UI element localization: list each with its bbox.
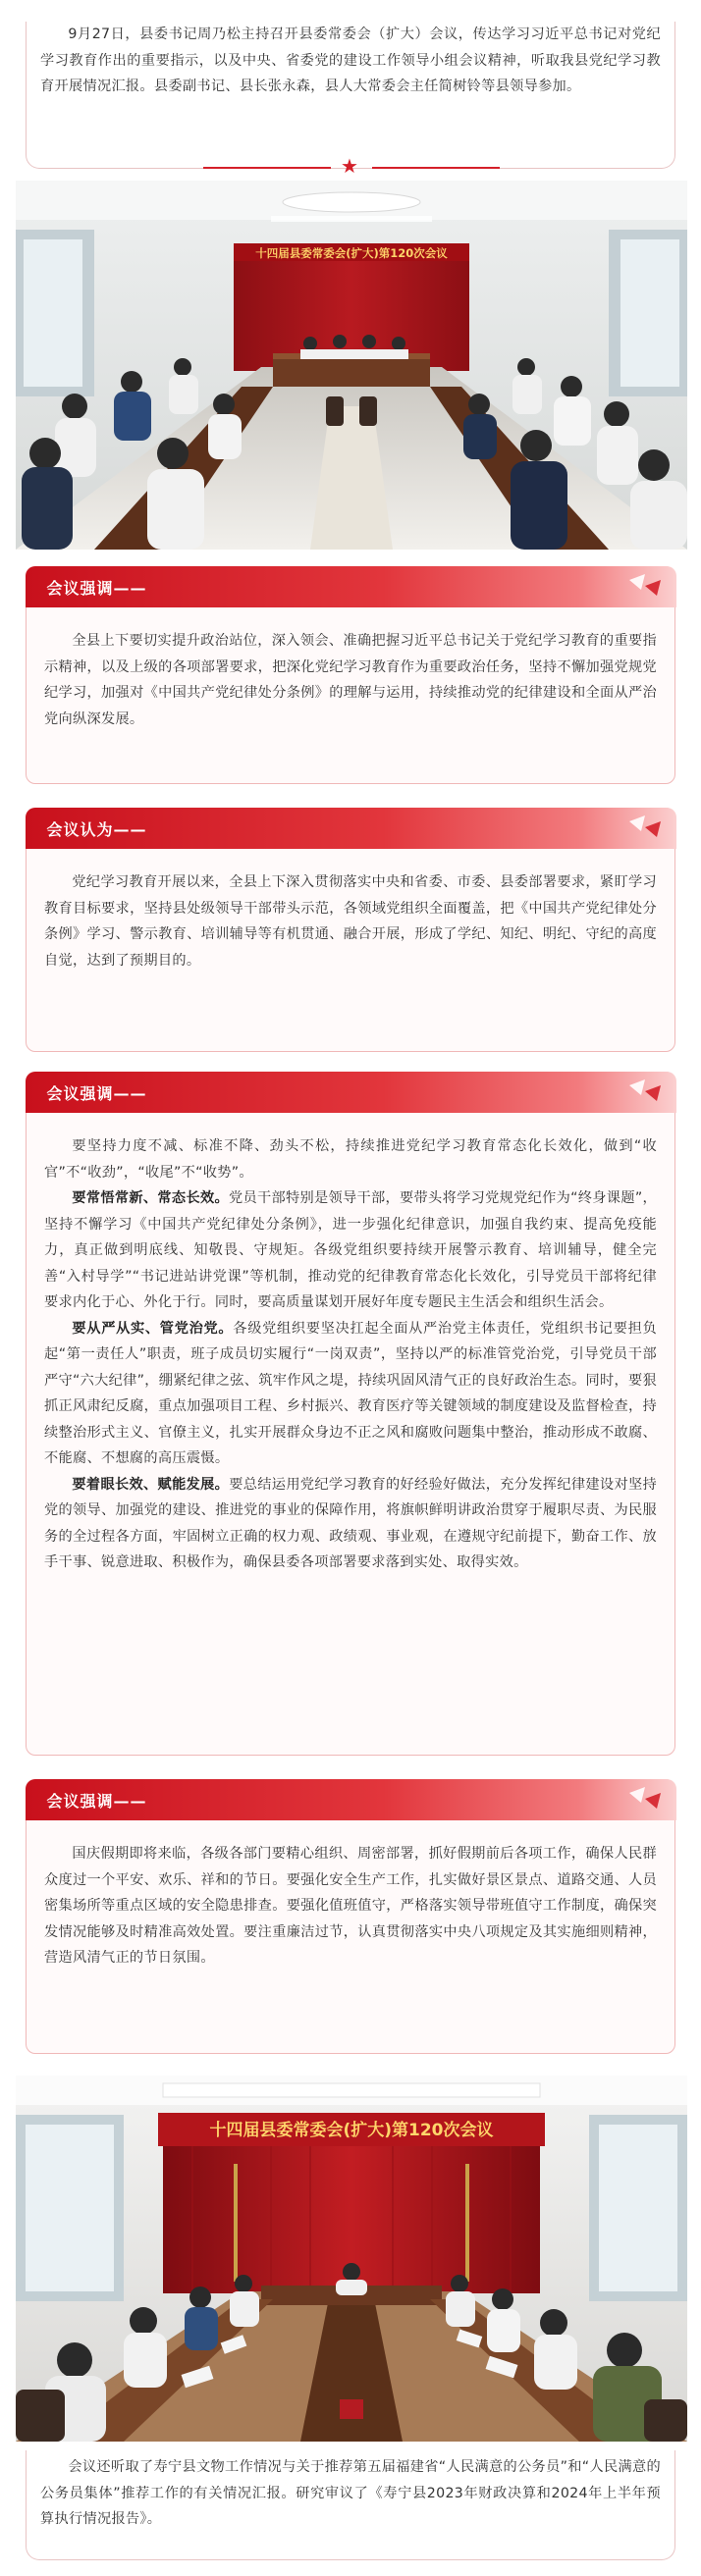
item-heading: 要着眼长效、赋能发展。 xyxy=(72,1476,230,1493)
section-paragraph: 全县上下要切实提升政治站位，深入领会、准确把握习近平总书记关于党纪学习教育的重要指示精神，以及上级的各项部署要求，把深化党纪学习教育作为重要政治任务，坚持不懈加强党规党纪学习，加强对《中国共产党纪律处分条例》的理解与运用，持续推动党的纪律建设和全面从严治党向纵深发展。 xyxy=(44,633,657,727)
section-title: 会议强调—— xyxy=(46,1791,147,1811)
section-body xyxy=(44,869,657,973)
arrow-deco-icon xyxy=(623,1078,667,1107)
star-icon: ★ xyxy=(341,154,358,178)
item-text: 各级党组织要坚决扛起全面从严治党主体责任，党组织书记要担负起“第一责任人”职责，班子成员切实履行“一岗双责”，坚持以严的标准管党治党，引导党员干部严守“六大纪律”，绷紧纪律之弦、筑牢作风之堤，持续巩固风清气正的良好政治生态。同时，要狠抓正风肃纪反腐，重点加强项目工程、乡村振兴、教育医疗等关键领域的制度建设及监督检查，持续整治形式主义、官僚主义，扎实开展群众身边不正之风和腐败问题集中整治，推动形成不敢腐、不能腐、不想腐的高压震慑。 xyxy=(44,1320,657,1466)
section-paragraph: 国庆假期即将来临，各级各部门要精心组织、周密部署，抓好假期前后各项工作，确保人民群众度过一个平安、欢乐、祥和的节日。要强化安全生产工作，扎实做好景区景点、道路交通、人员密集场所等重点区域的安全隐患排查。要强化值班值守，严格落实领导带班值守工作制度，确保突发情况能够及时精准高效处置。要注重廉洁过节，认真贯彻落实中央八项规定及其实施细则精神，营造风清气正的节日氛围。 xyxy=(44,1846,657,1966)
final-box xyxy=(26,2450,675,2560)
divider-left xyxy=(203,167,331,169)
final-text: 会议还听取了寿宁县文物工作情况与关于推荐第五届福建省“人民满意的公务员”和“人民满意的公务员集体”推荐工作的有关情况汇报。研究审议了《寿宁县2023年财政决算和2024年上半年预算执行情况报告》。 xyxy=(40,2459,661,2527)
arrow-deco-icon xyxy=(623,814,667,843)
section-item xyxy=(44,1185,657,1316)
section-body xyxy=(44,1841,657,1971)
meeting-photo-1 xyxy=(16,181,687,550)
item-heading: 要常悟常新、常态长效。 xyxy=(72,1190,229,1206)
section-lead: 要坚持力度不减、标准不降、劲头不松，持续推进党纪学习教育常态化长效化，做到“收官”不“收劲”，“收尾”不“收势”。 xyxy=(44,1138,657,1181)
item-text: 党员干部特别是领导干部，要带头将学习党规党纪作为“终身课题”，坚持不懈学习《中国共产党纪律处分条例》，进一步强化纪律意识，加强自我约束、提高免疫能力，真正做到明底线、知敬畏、守规矩。各级党组织要持续开展警示教育、培训辅导，健全完善“入村导学”“书记进站讲党课”等机制，推动党的纪律教育常态化长效化，引导党员干部将纪律要求内化于心、外化于行。同时，要高质量谋划开展好年度专题民主生活会和组织生活会。 xyxy=(44,1190,657,1310)
meeting-photo-2 xyxy=(16,2076,687,2442)
section-conclusion xyxy=(26,808,675,1052)
photo1-banner: 十四届县委常委会(扩大)第120次会议 xyxy=(255,246,448,260)
section-header xyxy=(26,566,676,607)
section-header xyxy=(26,1072,676,1113)
section-title: 会议认为—— xyxy=(46,819,147,839)
section-paragraph: 党纪学习教育开展以来，全县上下深入贯彻落实中央和省委、市委、县委部署要求，紧盯学习教育目标要求，坚持县处级领导干部带头示范，各领域党组织全面覆盖，把《中国共产党纪律处分条例》学习、警示教育、培训辅导等有机贯通、融合开展，形成了学纪、知纪、明纪、守纪的高度自觉，达到了预期目的。 xyxy=(44,874,657,969)
divider-right xyxy=(372,167,500,169)
intro-text: 9月27日，县委书记周乃松主持召开县委常委会（扩大）会议，传达学习习近平总书记对党纪学习教育作出的重要指示，以及中央、省委党的建设工作领导小组会议精神，听取我县党纪学习教育开展情况汇报。县委副书记、县长张永森，县人大常委会主任简树铃等县领导参加。 xyxy=(40,26,661,94)
section-emphasis-1 xyxy=(26,566,675,784)
intro-ornament xyxy=(27,154,674,178)
section-item xyxy=(44,1472,657,1576)
item-text: 要总结运用党纪学习教育的好经验好做法，充分发挥纪律建设对坚持党的领导、加强党的建设、推进党的事业的保障作用，将旗帜鲜明讲政治贯穿于履职尽责、为民服务的全过程各方面，牢固树立正确的权力观、政绩观、事业观，在遵规守纪前提下，勤奋工作、放手干事、锐意进取、积极作为，确保县委各项部署要求落到实处、取得实效。 xyxy=(44,1476,657,1570)
photo2-banner: 十四届县委常委会(扩大)第120次会议 xyxy=(209,2121,494,2140)
arrow-deco-icon xyxy=(623,1785,667,1814)
section-title: 会议强调—— xyxy=(46,578,147,598)
arrow-deco-icon xyxy=(623,572,667,602)
section-item xyxy=(44,1316,657,1472)
section-body xyxy=(44,628,657,732)
intro-box xyxy=(26,22,675,178)
section-title: 会议强调—— xyxy=(46,1083,147,1103)
section-header xyxy=(26,1779,676,1820)
section-body xyxy=(44,1133,657,1576)
section-emphasis-2 xyxy=(26,1072,675,1756)
section-emphasis-3 xyxy=(26,1779,675,2054)
item-heading: 要从严从实、管党治党。 xyxy=(72,1320,234,1337)
section-header xyxy=(26,808,676,849)
